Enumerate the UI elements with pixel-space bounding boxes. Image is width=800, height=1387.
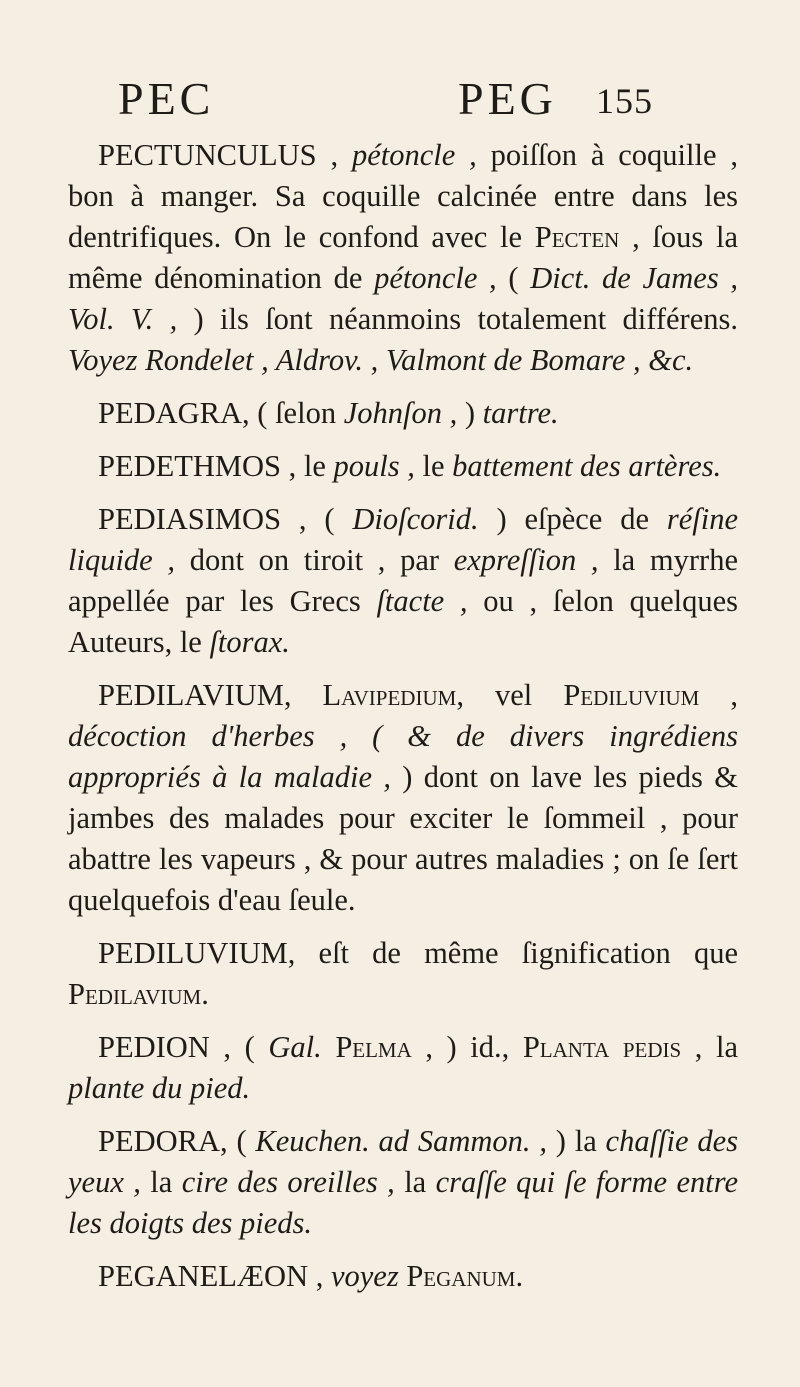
entry-small-caps: Pedilavium.	[68, 977, 209, 1011]
entry-text: dont on tiroit , par	[175, 543, 454, 577]
entry-small-caps: Pediluvium	[563, 678, 700, 712]
entry-italic: Johnſon ,	[343, 396, 458, 430]
entry-text: poiſſon à coquille , bon à manger. Sa coquille calcinée entre dans les dentrifiques. On le confond avec le	[68, 138, 738, 254]
entry-text: ) la	[546, 1124, 606, 1158]
entry-text: ) eſpèce de	[478, 502, 667, 536]
entry-italic: tartre.	[482, 396, 559, 430]
header-left-guide-word: PEC	[118, 73, 215, 124]
entry-text: , ( ſelon	[242, 396, 344, 430]
page-number: 155	[596, 81, 653, 121]
entry-small-caps: Lavipedium	[322, 678, 457, 712]
entry-italic: craſſe qui ſe forme entre les doigts des pieds.	[68, 1165, 739, 1240]
entry-text: , ſous la même dénomination de	[68, 220, 738, 295]
entry-small-caps: Pelma	[335, 1030, 412, 1064]
entry-text: , (	[209, 1030, 269, 1064]
entry-italic: pétoncle ,	[374, 261, 497, 295]
entry-text: , le	[281, 449, 334, 483]
entry-peganelaeon	[68, 1256, 738, 1297]
headword: PEDIASIMOS	[98, 502, 282, 536]
entry-pedethmos	[68, 446, 738, 487]
entry-pedora	[68, 1121, 738, 1244]
entry-text: ou , ſelon quelques Auteurs, le	[68, 584, 738, 659]
entry-small-caps: Pecten	[534, 220, 620, 254]
entry-italic: Voyez Rondelet , Aldrov. , Valmont de Bomare , &c.	[68, 343, 694, 377]
entry-text: ,	[308, 1259, 331, 1293]
entry-text: la	[394, 1165, 436, 1199]
entry-text: , la	[681, 1030, 738, 1064]
entry-text: ,	[316, 138, 352, 172]
entry-text: la	[140, 1165, 182, 1199]
entry-italic: pouls ,	[333, 449, 415, 483]
entry-italic: cire des oreilles ,	[181, 1165, 395, 1199]
entry-italic: ſtorax.	[209, 625, 290, 659]
entry-small-caps: Planta pedis	[522, 1030, 682, 1064]
entry-pedion	[68, 1027, 738, 1109]
entry-italic: Keuchen. ad Sammon. ,	[255, 1124, 547, 1158]
entry-text: ,	[283, 678, 323, 712]
header-right-guide-word: PEG	[458, 73, 557, 124]
running-header	[118, 72, 658, 132]
entry-italic: Dioſcorid.	[352, 502, 479, 536]
entry-text: , (	[220, 1124, 256, 1158]
entry-italic: chaſſie des yeux ,	[68, 1124, 738, 1199]
entry-italic: battement des artères.	[452, 449, 722, 483]
entry-text	[322, 1030, 336, 1064]
headword: PEGANELÆON	[98, 1259, 309, 1293]
headword: PEDILAVIUM	[98, 678, 284, 712]
headword: PEDAGRA	[98, 396, 243, 430]
headword: PEDETHMOS	[98, 449, 282, 483]
entry-text: la myrrhe appellée par les Grecs	[68, 543, 738, 618]
entry-text: , ) id.,	[411, 1030, 523, 1064]
entry-italic: Gal.	[268, 1030, 322, 1064]
entry-italic: décoction d'herbes , ( & de divers ingrédiens appropriés à la maladie ,	[68, 719, 738, 794]
entry-small-caps: Peganum.	[406, 1259, 524, 1293]
headword: PECTUNCULUS	[98, 138, 317, 172]
entry-text: ) dont on lave les pieds & jambes des malades pour exciter le ſommeil , pour abattre les vapeurs , & pour autres maladies ; on ſe ſert quelquefois d'eau ſeule.	[68, 760, 738, 917]
entry-text: ,	[699, 678, 739, 712]
entry-italic: expreſſion ,	[453, 543, 599, 577]
dictionary-text	[68, 135, 738, 1297]
entry-italic: pétoncle ,	[351, 138, 477, 172]
entry-italic: réſine liquide ,	[68, 502, 738, 577]
headword: PEDILUVIUM	[98, 936, 288, 970]
entry-pectunculus	[68, 135, 738, 381]
entry-italic: voyez	[330, 1259, 399, 1293]
entry-italic: ſtacte ,	[376, 584, 468, 618]
entry-pediasimos	[68, 499, 738, 663]
headword: PEDORA	[98, 1124, 221, 1158]
entry-text: , vel	[456, 678, 564, 712]
entry-text: le	[414, 449, 453, 483]
entry-text: , (	[281, 502, 353, 536]
entry-pedilavium	[68, 675, 738, 921]
entry-text: , eſt de même ſignification que	[287, 936, 738, 970]
entry-text: )	[457, 396, 483, 430]
entry-text: (	[496, 261, 531, 295]
entry-pediluvium	[68, 933, 738, 1015]
entry-italic: Dict. de James , Vol. V. ,	[68, 261, 738, 336]
entry-italic: plante du pied.	[68, 1071, 251, 1105]
entry-pedagra	[68, 393, 738, 434]
entry-text: ) ils ſont néanmoins totalement différens.	[177, 302, 738, 336]
headword: PEDION	[98, 1030, 210, 1064]
